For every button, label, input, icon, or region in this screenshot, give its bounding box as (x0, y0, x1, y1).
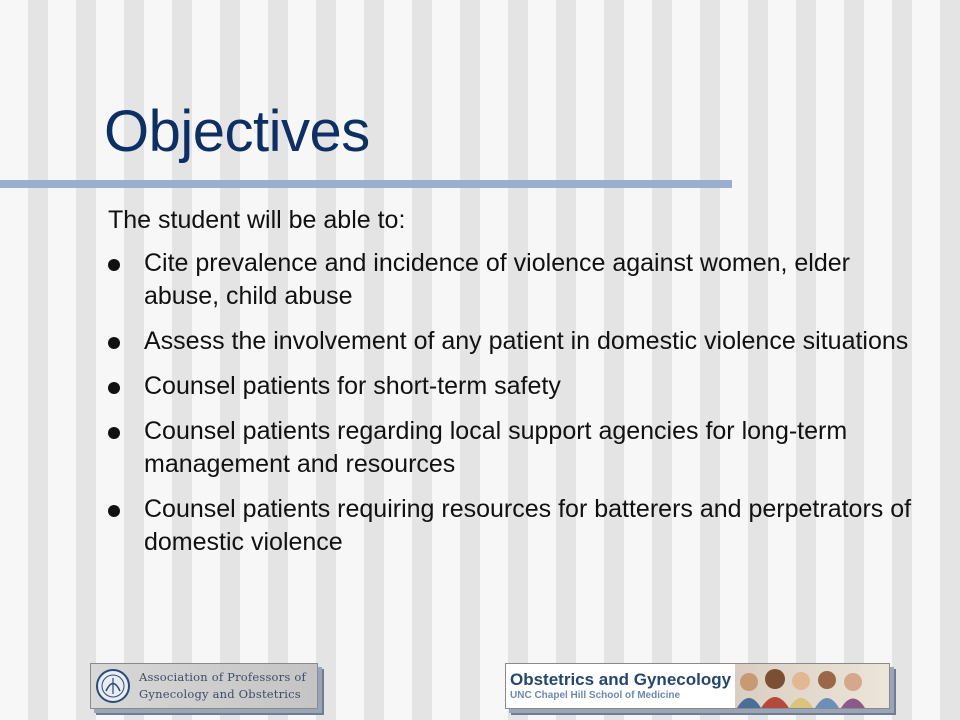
apgo-seal-icon (95, 668, 131, 704)
patient-photo-strip (735, 664, 889, 708)
objectives-list (108, 247, 928, 559)
bullet-icon (108, 259, 120, 271)
patient-photos-image (735, 664, 875, 708)
apgo-line-2: Gynecology and Obstetrics (139, 687, 301, 701)
slide-content (108, 204, 928, 571)
apgo-logo-text (139, 669, 306, 703)
objective-text: Cite prevalence and incidence of violence against women, elder abuse, child abuse (144, 249, 850, 310)
objective-text: Counsel patients requiring resources for batterers and perpetrators of domestic violence (144, 495, 912, 556)
bullet-icon (108, 382, 120, 394)
unc-logo-text (506, 670, 731, 702)
objective-item-1 (108, 247, 928, 313)
objective-item-4 (108, 415, 928, 481)
apgo-logo (90, 663, 318, 709)
bullet-icon (108, 505, 120, 517)
intro-text: The student will be able to: (108, 206, 406, 234)
objective-item-3 (108, 370, 928, 403)
unc-logo-subtitle: UNC Chapel Hill School of Medicine (510, 690, 681, 701)
objective-item-2 (108, 325, 928, 358)
objective-text: Counsel patients for short-term safety (144, 372, 561, 400)
title-underline (0, 180, 732, 188)
objective-item-5 (108, 493, 928, 559)
bullet-icon (108, 337, 120, 349)
objective-text: Counsel patients regarding local support agencies for long-term management and resources (144, 417, 848, 478)
slide-title: Objectives (104, 99, 370, 164)
unc-logo-title: Obstetrics and Gynecology (510, 670, 732, 689)
bullet-icon (108, 427, 120, 439)
objective-text: Assess the involvement of any patient in domestic violence situations (144, 327, 909, 355)
apgo-line-1: Association of Professors of (139, 670, 306, 684)
unc-obgyn-logo (505, 663, 890, 709)
